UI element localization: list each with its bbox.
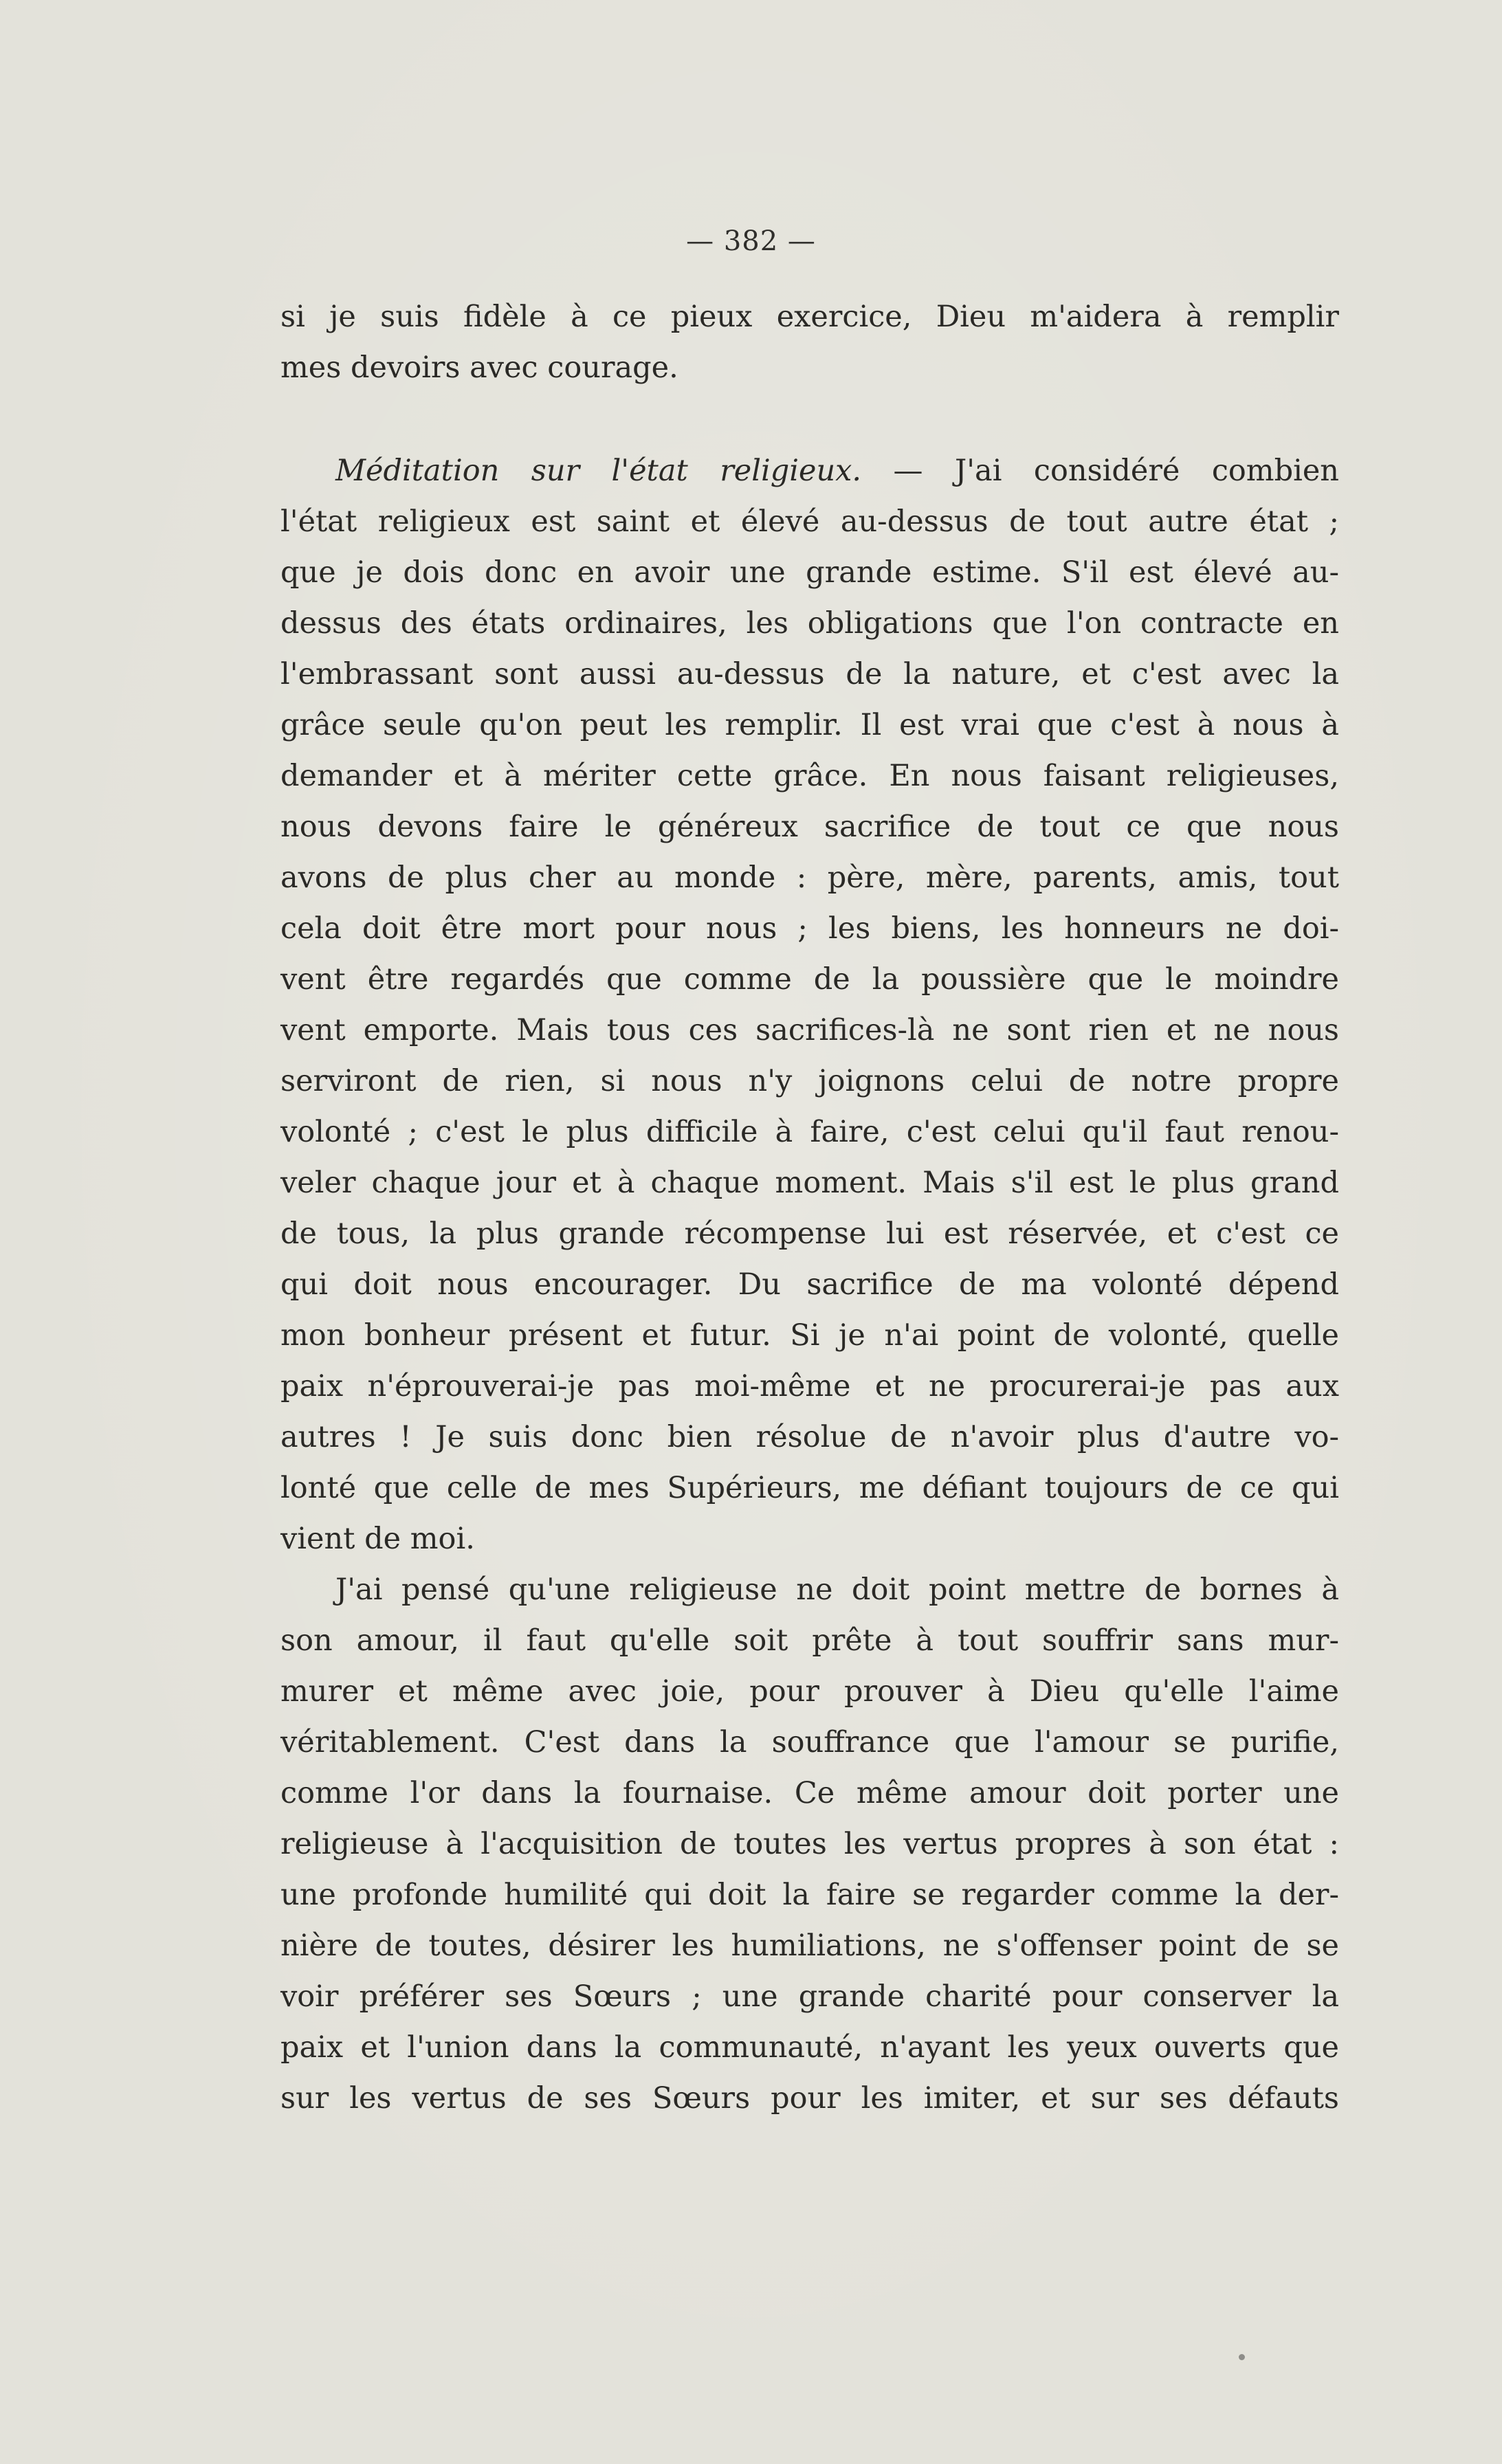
text-line: comme l'or dans la fournaise. Ce même amour doit porter une [280,1776,1339,1810]
text-line: sur les vertus de ses Sœurs pour les imiter, et sur ses défauts [280,2081,1339,2116]
meditation-title: Méditation sur l'état religieux. [335,454,862,488]
text-line: dessus des états ordinaires, les obligations que l'on contracte en [280,606,1339,641]
text-line: si je suis fidèle à ce pieux exercice, Dieu m'aidera à remplir [280,300,1339,334]
meditation-first-line-rest: — J'ai considéré combien [893,454,1339,488]
text-line: serviront de rien, si nous n'y joignons celui de notre propre [280,1064,1339,1098]
text-line: son amour, il faut qu'elle soit prête à tout souffrir sans mur- [280,1623,1339,1658]
text-line: lonté que celle de mes Supérieurs, me défiant toujours de ce qui [280,1471,1339,1505]
text-line: cela doit être mort pour nous ; les biens, les honneurs ne doi- [280,911,1339,946]
page-number: — 382 — [686,225,816,257]
text-line: l'embrassant sont aussi au-dessus de la nature, et c'est avec la [280,657,1339,691]
paragraph-gap [280,393,1339,445]
text-line: religieuse à l'acquisition de toutes les vertus propres à son état : [280,1827,1339,1861]
text-line: murer et même avec joie, pour prouver à Dieu qu'elle l'aime [280,1674,1339,1709]
text-block [280,291,1339,2124]
text-line: une profonde humilité qui doit la faire se regarder comme la der- [280,1878,1339,1912]
text-line: vent emporte. Mais tous ces sacrifices-là ne sont rien et ne nous [280,1013,1339,1047]
text-line: de tous, la plus grande récompense lui est réservée, et c'est ce [280,1217,1339,1251]
text-line: avons de plus cher au monde : père, mère, parents, amis, tout [280,861,1339,895]
paper-speck [1239,2354,1245,2360]
text-line: paix n'éprouverai-je pas moi-même et ne procurerai-je pas aux [280,1369,1339,1403]
text-line: grâce seule qu'on peut les remplir. Il est vrai que c'est à nous à [280,708,1339,742]
text-line: J'ai pensé qu'une religieuse ne doit point mettre de bornes à [335,1573,1339,1607]
text-line: paix et l'union dans la communauté, n'ayant les yeux ouverts que [280,2030,1339,2065]
text-line: autres ! Je suis donc bien résolue de n'avoir plus d'autre vo- [280,1420,1339,1454]
text-line: volonté ; c'est le plus difficile à faire, c'est celui qu'il faut renou- [280,1115,1339,1149]
text-line: vient de moi. [280,1522,475,1556]
text-line: vent être regardés que comme de la poussière que le moindre [280,962,1339,997]
text-line: demander et à mériter cette grâce. En nous faisant religieuses, [280,759,1339,793]
text-line: qui doit nous encourager. Du sacrifice de ma volonté dépend [280,1267,1339,1302]
text-line: véritablement. C'est dans la souffrance que l'amour se purifie, [280,1725,1339,1760]
text-line: l'état religieux est saint et élevé au-dessus de tout autre état ; [280,504,1339,539]
text-line: que je dois donc en avoir une grande estime. S'il est élevé au- [280,555,1339,590]
text-line: veler chaque jour et à chaque moment. Mais s'il est le plus grand [280,1166,1339,1200]
text-line: mon bonheur présent et futur. Si je n'ai point de volonté, quelle [280,1318,1339,1353]
text-line: nière de toutes, désirer les humiliations, ne s'offenser point de se [280,1929,1339,1963]
meditation-heading-line [280,445,1339,496]
text-line: mes devoirs avec courage. [280,351,678,385]
text-line: voir préférer ses Sœurs ; une grande charité pour conserver la [280,1979,1339,2014]
text-line: nous devons faire le généreux sacrifice de tout ce que nous [280,810,1339,844]
